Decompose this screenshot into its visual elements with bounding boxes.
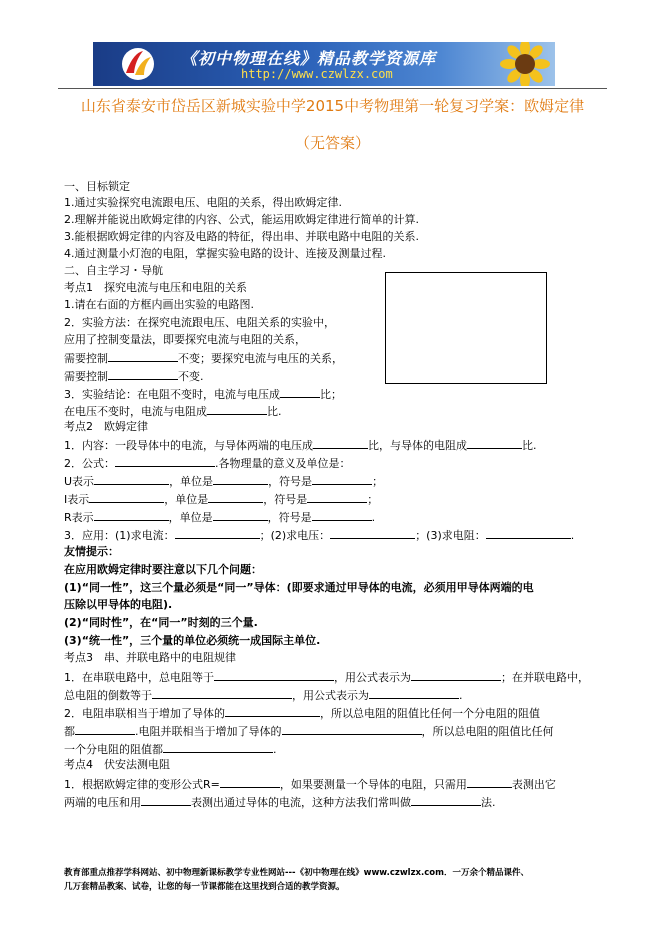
- line-text: (3)“统一性”，三个量的单位必须统一成国际主单位.: [64, 634, 321, 647]
- footer-line-1: 教育部重点推荐学科网站、初中物理新课标教学专业性网站---《初中物理在线》www.czwlzx.com．一万余个精品课件、: [64, 868, 529, 878]
- line-text: ，用公式表示为: [334, 671, 411, 684]
- answer-blank[interactable]: [411, 669, 501, 681]
- answer-blank[interactable]: [163, 741, 273, 753]
- line-text: I表示: [64, 493, 90, 506]
- text-line: [64, 776, 556, 792]
- line-text: 考点1 探究电流与电压和电阻的关系: [64, 281, 247, 294]
- line-text: ，用公式表示为: [292, 689, 369, 702]
- answer-blank[interactable]: [141, 794, 191, 806]
- text-line: [64, 509, 375, 525]
- line-text: 需要控制: [64, 370, 108, 383]
- line-text: 比.: [267, 405, 282, 418]
- line-text: 比；: [320, 388, 342, 401]
- answer-blank[interactable]: [467, 437, 522, 449]
- text-line: [64, 230, 419, 244]
- text-line: [64, 180, 130, 194]
- text-line: [64, 545, 119, 559]
- answer-blank[interactable]: [313, 437, 368, 449]
- text-line: [64, 616, 258, 630]
- banner-title: 《初中物理在线》精品教学资源库: [181, 49, 437, 68]
- line-text: 压除以甲导体的电阻).: [64, 598, 173, 611]
- line-text: ；(3)求电阻：: [415, 529, 486, 542]
- line-text: ，单位是: [169, 475, 214, 488]
- line-text: 两端的电压和用: [64, 796, 141, 809]
- line-text: ，单位是: [168, 511, 213, 524]
- answer-blank[interactable]: [307, 491, 367, 503]
- line-text: U表示: [64, 475, 95, 488]
- line-text: 1.请在右面的方框内画出实验的电路图.: [64, 298, 254, 311]
- answer-blank[interactable]: [75, 723, 135, 735]
- line-text: .各物理量的意义及单位是：: [215, 457, 351, 470]
- answer-blank[interactable]: [108, 368, 178, 380]
- line-text: ，单位是: [164, 493, 209, 506]
- text-line: [64, 634, 320, 648]
- text-line: [64, 651, 236, 665]
- line-text: .: [459, 689, 463, 702]
- answer-blank[interactable]: [94, 473, 169, 485]
- text-line: [64, 473, 383, 489]
- answer-blank[interactable]: [312, 509, 372, 521]
- text-line: [64, 264, 163, 278]
- line-text: .: [273, 743, 277, 756]
- text-line: [64, 213, 419, 227]
- text-line: [64, 455, 351, 471]
- logo-icon: [121, 47, 155, 81]
- line-text: ，如果要测量一个导体的电阻，只需用: [279, 778, 467, 791]
- banner-url: http://www.czwlzx.com: [241, 67, 393, 81]
- line-text: 1．根据欧姆定律的变形公式R=: [64, 778, 220, 791]
- text-line: [64, 420, 148, 434]
- answer-blank[interactable]: [89, 491, 164, 503]
- text-line: [64, 386, 342, 402]
- answer-blank[interactable]: [330, 527, 415, 539]
- line-text: ，所以总电阻的阻值比任何一个分电阻的阻值: [320, 707, 540, 720]
- answer-blank[interactable]: [213, 509, 268, 521]
- answer-blank[interactable]: [214, 669, 334, 681]
- line-text: 4.通过测量小灯泡的电阻，掌握实验电路的设计、连接及测量过程.: [64, 247, 386, 260]
- circuit-diagram-box: [385, 272, 547, 384]
- header-rule: [58, 88, 607, 89]
- line-text: 2．公式：: [64, 457, 115, 470]
- line-text: (2)“同时性”，在“同一”时刻的三个量.: [64, 616, 258, 629]
- line-text: .: [570, 529, 575, 542]
- line-text: 2．实验方法：在探究电流跟电压、电阻关系的实验中，: [64, 316, 335, 329]
- answer-blank[interactable]: [369, 687, 459, 699]
- line-text: ；(2)求电压：: [259, 529, 331, 542]
- line-text: ，所以总电阻的阻值比任何: [421, 725, 554, 738]
- line-text: 2.理解并能说出欧姆定律的内容、公式，能运用欧姆定律进行简单的计算.: [64, 213, 419, 226]
- line-text: 友情提示：: [64, 545, 119, 558]
- answer-blank[interactable]: [115, 455, 215, 467]
- text-line: [64, 333, 306, 347]
- answer-blank[interactable]: [213, 473, 268, 485]
- text-line: [64, 281, 247, 295]
- line-text: ，符号是: [263, 493, 308, 506]
- answer-blank[interactable]: [282, 723, 422, 735]
- text-line: [64, 368, 204, 384]
- text-line: [64, 350, 343, 366]
- line-text: 1.通过实验探究电流跟电压、电阻的关系，得出欧姆定律.: [64, 196, 342, 209]
- text-line: [64, 196, 342, 210]
- line-text: .: [371, 511, 376, 524]
- line-text: 一个分电阻的阻值都: [64, 743, 163, 756]
- text-line: [64, 581, 534, 595]
- line-text: 在应用欧姆定律时要注意以下几个问题：: [64, 563, 262, 576]
- line-text: .电阻并联相当于增加了导体的: [135, 725, 282, 738]
- text-line: [64, 316, 335, 330]
- line-text: 比，与导体的电阻成: [368, 439, 467, 452]
- text-line: [64, 298, 254, 312]
- line-text: 不变；要探究电流与电压的关系，: [178, 352, 343, 365]
- text-line: [64, 687, 463, 703]
- line-text: 考点2 欧姆定律: [64, 420, 148, 433]
- line-text: 1．在串联电路中，总电阻等于: [64, 671, 214, 684]
- line-text: (1)“同一性”，这三个量必须是“同一”导体：(即要求通过甲导体的电流，必须用甲导体两端的电: [64, 581, 534, 594]
- answer-blank[interactable]: [175, 527, 260, 539]
- text-line: [64, 563, 262, 577]
- line-text: ；: [372, 475, 384, 488]
- text-line: [64, 247, 386, 261]
- line-text: 考点4 伏安法测电阻: [64, 758, 170, 771]
- sunflower-icon: [495, 42, 555, 86]
- line-text: 一、目标锁定: [64, 180, 130, 193]
- line-text: 都: [64, 725, 75, 738]
- answer-blank[interactable]: [220, 776, 280, 788]
- line-text: 需要控制: [64, 352, 108, 365]
- answer-blank[interactable]: [225, 705, 320, 717]
- text-line: [64, 598, 172, 612]
- line-text: 表测出它: [511, 778, 556, 791]
- line-text: ；: [367, 493, 379, 506]
- header-banner: [93, 42, 555, 86]
- line-text: 2．电阻串联相当于增加了导体的: [64, 707, 225, 720]
- line-text: ，符号是: [268, 475, 313, 488]
- answer-blank[interactable]: [486, 527, 571, 539]
- line-text: ；在并联电路中，: [501, 671, 589, 684]
- line-text: 二、自主学习・导航: [64, 264, 163, 277]
- line-text: R表示: [64, 511, 94, 524]
- line-text: 应用了控制变量法，即要探究电流与电阻的关系，: [64, 333, 306, 346]
- answer-blank[interactable]: [208, 491, 263, 503]
- line-text: 在电压不变时，电流与电阻成: [64, 405, 207, 418]
- line-text: 表测出通过导体的电流，这种方法我们常叫做: [191, 796, 411, 809]
- answer-blank[interactable]: [280, 386, 320, 398]
- text-line: [64, 705, 540, 721]
- line-text: 总电阻的倒数等于: [64, 689, 152, 702]
- answer-blank[interactable]: [312, 473, 372, 485]
- text-line: [64, 437, 537, 453]
- line-text: 比.: [522, 439, 537, 452]
- document-subtitle: （无答案）: [294, 134, 370, 152]
- line-text: 3．实验结论：在电阻不变时，电流与电压成: [64, 388, 280, 401]
- answer-blank[interactable]: [94, 509, 169, 521]
- line-text: 1．内容：一段导体中的电流，与导体两端的电压成: [64, 439, 313, 452]
- document-title: 山东省泰安市岱岳区新城实验中学2015中考物理第一轮复习学案：欧姆定律: [80, 97, 585, 115]
- text-line: [64, 723, 554, 739]
- line-text: 3.能根据欧姆定律的内容及电路的特征，得出串、并联电路中电阻的关系.: [64, 230, 419, 243]
- line-text: 3．应用：(1)求电流：: [64, 529, 175, 542]
- line-text: 考点3 串、并联电路中的电阻规律: [64, 651, 236, 664]
- text-line: [64, 741, 277, 757]
- answer-blank[interactable]: [467, 776, 512, 788]
- answer-blank[interactable]: [108, 350, 178, 362]
- text-line: [64, 758, 170, 772]
- text-line: [64, 491, 378, 507]
- answer-blank[interactable]: [152, 687, 292, 699]
- line-text: ，符号是: [267, 511, 312, 524]
- text-line: [64, 669, 589, 685]
- text-line: [64, 527, 574, 543]
- text-line: [64, 403, 282, 419]
- line-text: 不变.: [178, 370, 204, 383]
- footer-line-2: 几万套精品教案、试卷，让您的每一节课都能在这里找到合适的教学资源。: [64, 882, 345, 892]
- text-line: [64, 794, 496, 810]
- answer-blank[interactable]: [411, 794, 481, 806]
- line-text: 法.: [481, 796, 496, 809]
- answer-blank[interactable]: [207, 403, 267, 415]
